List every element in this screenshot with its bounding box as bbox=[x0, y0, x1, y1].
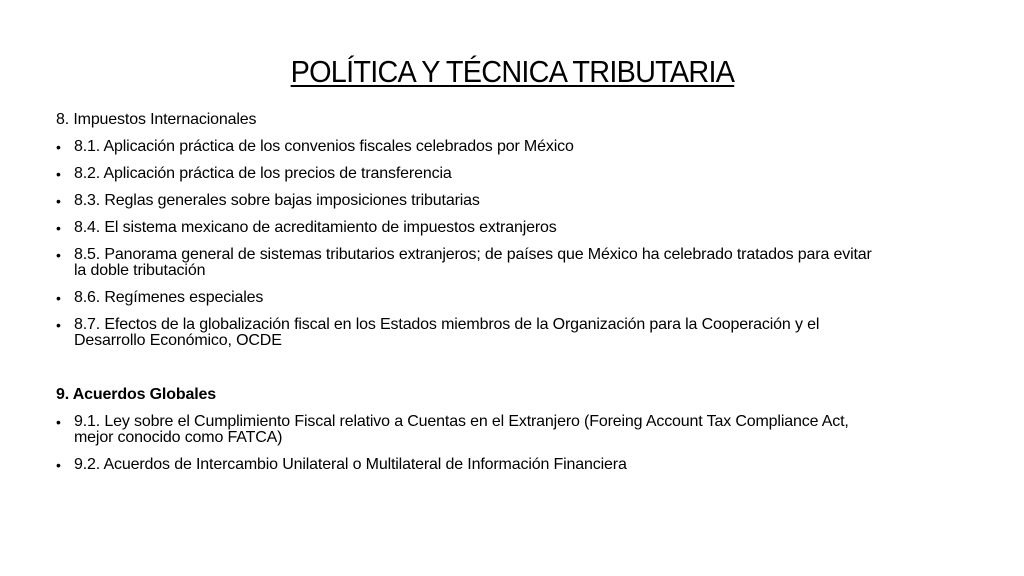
bullet-text: 9.2. Acuerdos de Intercambio Unilateral o Multilateral de Información Financiera bbox=[74, 456, 627, 473]
bullet-text: 8.5. Panorama general de sistemas tributarios extranjeros; de países que México ha celebrado tratados para evitar bbox=[74, 246, 872, 263]
slide-title bbox=[36, 52, 988, 92]
bullet-item bbox=[56, 414, 986, 430]
bullet-text: 8.6. Regímenes especiales bbox=[74, 289, 264, 306]
bullet-dot: • bbox=[56, 193, 61, 209]
section9-heading: 9. Acuerdos Globales bbox=[56, 386, 217, 403]
slide-title-text: POLÍTICA Y TÉCNICA TRIBUTARIA bbox=[290, 54, 735, 89]
bullet-text: 8.3. Reglas generales sobre bajas imposiciones tributarias bbox=[74, 192, 480, 209]
bullet-dot: • bbox=[56, 247, 61, 263]
slide-content bbox=[56, 112, 986, 473]
bullet-text: 8.2. Aplicación práctica de los precios de transferencia bbox=[74, 165, 452, 182]
bullet-dot: • bbox=[56, 317, 61, 333]
bullet-item bbox=[56, 220, 986, 236]
bullet-item bbox=[56, 139, 986, 155]
bullet-text: 8.4. El sistema mexicano de acreditamiento de impuestos extranjeros bbox=[74, 219, 557, 236]
bullet-item bbox=[56, 247, 986, 263]
bullet-item bbox=[56, 193, 986, 209]
bullet-dot: • bbox=[56, 166, 61, 182]
bullet-item bbox=[56, 457, 986, 473]
bullet-dot: • bbox=[56, 220, 61, 236]
bullet-item bbox=[56, 166, 986, 182]
bullet-text: 8.7. Efectos de la globalización fiscal en los Estados miembros de la Organización para la Cooperación y el bbox=[74, 316, 820, 333]
bullet-text: Desarrollo Económico, OCDE bbox=[74, 332, 282, 349]
bullet-dot: • bbox=[56, 139, 61, 155]
bullet-continuation bbox=[56, 263, 986, 279]
bullet-item bbox=[56, 317, 986, 333]
bullet-text: 9.1. Ley sobre el Cumplimiento Fiscal relativo a Cuentas en el Extranjero (Foreing Account Tax Compliance Act, bbox=[74, 413, 849, 430]
bullet-text: 8.1. Aplicación práctica de los convenios fiscales celebrados por México bbox=[74, 138, 574, 155]
bullet-continuation bbox=[56, 430, 986, 446]
bullet-dot: • bbox=[56, 290, 61, 306]
bullet-dot: • bbox=[56, 414, 61, 430]
bullet-dot: • bbox=[56, 457, 61, 473]
bullet-text: la doble tributación bbox=[74, 262, 206, 279]
bullet-text: mejor conocido como FATCA) bbox=[74, 429, 283, 446]
bullet-continuation bbox=[56, 333, 986, 349]
bullet-item bbox=[56, 290, 986, 306]
section8-heading: 8. Impuestos Internacionales bbox=[56, 111, 257, 128]
